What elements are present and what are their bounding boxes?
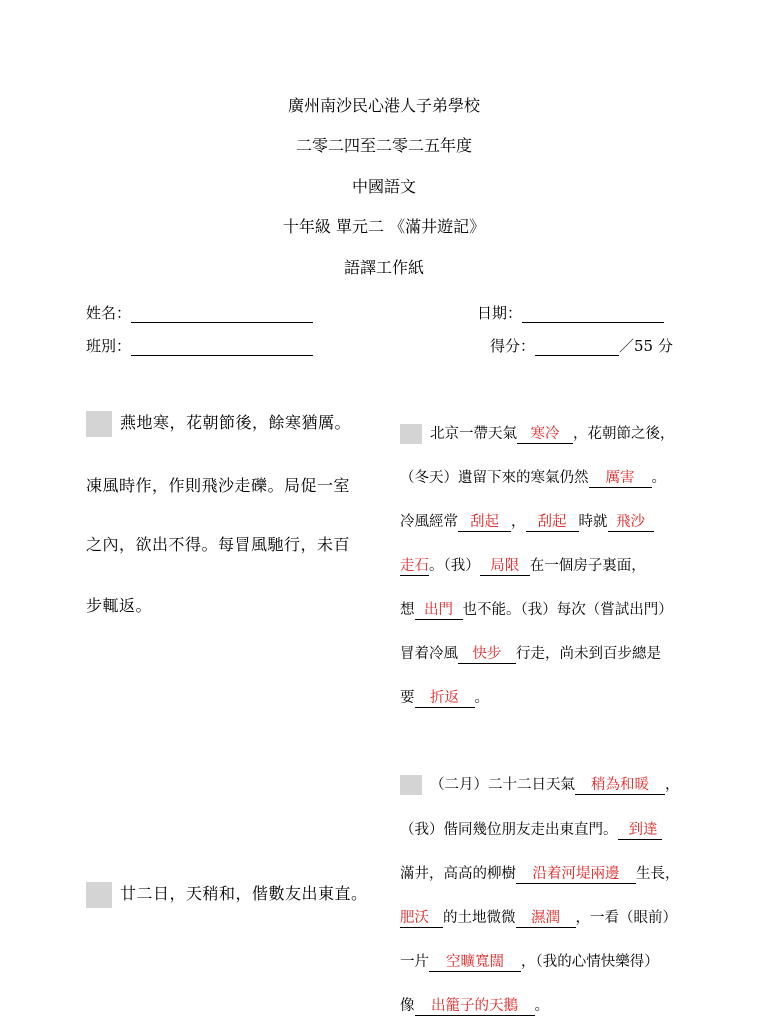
name-line[interactable] (131, 308, 313, 323)
score-label: 得分： (490, 337, 536, 355)
answer-blank[interactable]: 折返 (415, 690, 475, 708)
passage1-source-line-2: 凍風時作，作則飛沙走礫。局促一室 (86, 476, 351, 495)
date-field (477, 302, 664, 323)
class-field (86, 335, 313, 356)
p1-translation-line-2: （冬天）遺留下來的寒氣仍然 厲害 。 (400, 470, 666, 486)
p1-translation-line-4: 走石。（我） 局限 在一個房子裏面， (400, 558, 646, 574)
answer-blank[interactable]: 飛沙 (608, 514, 654, 532)
score-line[interactable] (535, 341, 619, 356)
answer-blank[interactable]: 到達 (618, 822, 662, 840)
p1-translation-line-5: 想 出門 也不能。（我）每次（嘗試出門） (400, 602, 673, 618)
unit-title: 十年級 單元二 《滿井遊記》 (282, 217, 486, 236)
passage2-marker (86, 882, 112, 908)
date-line[interactable] (522, 308, 664, 323)
p2-translation-line-2: （我）偕同幾位朋友走出東直門。 到達 (400, 818, 662, 840)
answer-blank[interactable]: 出籠子的天鵝 (415, 998, 535, 1016)
answer-blank[interactable]: 刮起 (458, 514, 511, 532)
answer-blank[interactable]: 肥沃 (400, 910, 443, 928)
answer-blank[interactable]: 沿着河堤兩邊 (516, 866, 636, 884)
subject: 中國語文 (351, 177, 416, 196)
academic-year: 二零二四至二零二五年度 (295, 136, 472, 155)
answer-blank[interactable]: 出門 (415, 602, 463, 620)
passage1-source-line-1: 燕地寒，花朝節後，餘寒猶厲。 (86, 410, 351, 437)
answer-blank[interactable]: 濕潤 (516, 910, 576, 928)
p2-translation-line-5: 一片 空曠寬闊 ，（我的心情快樂得） (400, 954, 659, 970)
p2-translation-line-3: 滿井，高高的柳樹 沿着河堤兩邊 生長， (400, 866, 680, 882)
class-line[interactable] (131, 341, 313, 356)
passage2-source: 廿二日，天稍和，偕數友出東直。 (86, 881, 368, 908)
answer-blank[interactable]: 局限 (480, 558, 530, 576)
school-name: 廣州南沙民心港人子弟學校 (287, 96, 480, 115)
p1-translation-line-1: 北京一帶天氣 寒冷 ，花朝節之後， (400, 422, 675, 444)
p1-translation-line-7: 要 折返 。 (400, 690, 489, 706)
name-field (86, 302, 313, 323)
score-field (490, 335, 673, 356)
answer-blank[interactable]: 刮起 (526, 514, 579, 532)
answer-blank[interactable]: 寒冷 (517, 426, 573, 444)
passage1-marker (86, 411, 112, 437)
score-total: ／55 分 (619, 337, 673, 355)
worksheet-title: 語譯工作紙 (343, 258, 424, 277)
answer-blank[interactable]: 走石 (400, 558, 429, 574)
answer-blank[interactable]: 厲害 (589, 470, 652, 488)
answer-blank[interactable]: 稍為和暖 (575, 777, 665, 795)
p2-translation-line-4: 肥沃 的土地微微 濕潤 ，一看（眼前） (400, 910, 677, 926)
date-label: 日期： (477, 304, 523, 322)
name-label: 姓名： (86, 304, 132, 322)
p1-translation-line-6: 冒着冷風 快步 行走，尚未到百步總是 (400, 646, 661, 662)
p2-translation-marker (400, 775, 422, 795)
passage1-source-line-3: 之內，欲出不得。每冒風馳行，未百 (86, 535, 351, 554)
p2-translation-line-1: （二月）二十二日天氣 稍為和暖 ， (400, 773, 680, 795)
p1-translation-line-3: 冷風經常 刮起 ， 刮起 時就 飛沙 (400, 510, 654, 532)
p1-translation-marker (400, 424, 422, 444)
answer-blank[interactable]: 快步 (458, 646, 516, 664)
answer-blank[interactable]: 空曠寬闊 (429, 954, 521, 972)
class-label: 班別： (86, 337, 132, 355)
passage1-source-line-4: 步輒返。 (86, 596, 153, 615)
p2-translation-line-6: 像 出籠子的天鵝 。 (400, 998, 549, 1014)
